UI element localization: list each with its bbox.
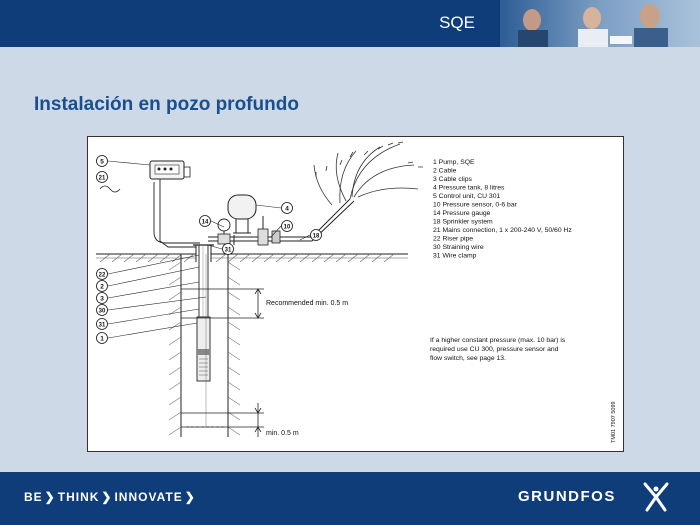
legend-item: 4 Pressure tank, 8 litres: [433, 184, 505, 192]
svg-text:31: 31: [98, 322, 106, 329]
legend-item: 22 Riser pipe: [433, 235, 474, 243]
note-line: If a higher constant pressure (max. 10 bar) is: [430, 337, 566, 344]
callout-leaders: [108, 161, 310, 338]
footer-band: [0, 472, 700, 525]
callout-18: [311, 230, 322, 241]
legend-item: 3 Cable clips: [433, 176, 472, 183]
svg-text:21: 21: [98, 175, 106, 182]
chevron-right-icon: ❯: [184, 490, 196, 504]
svg-text:18: 18: [312, 233, 320, 240]
callout-30: [97, 305, 108, 316]
sprinkler-spray: [314, 142, 423, 205]
callout-10: [282, 221, 293, 232]
header-photo: [500, 0, 700, 47]
brand-logo-text: GRUNDFOS: [518, 488, 616, 505]
dimension-lines: [181, 289, 264, 437]
callout-31-top: [223, 244, 234, 255]
legend-item: 10 Pressure sensor, 0-6 bar: [433, 201, 517, 209]
riser-pipe: [199, 245, 208, 317]
svg-text:22: 22: [98, 272, 106, 279]
svg-text:5: 5: [100, 158, 104, 166]
mains-symbol: [100, 186, 120, 192]
callout-21: [97, 172, 108, 183]
legend-item: 30 Straining wire: [433, 244, 484, 251]
chevron-right-icon: ❯: [44, 490, 56, 504]
slogan: [24, 490, 198, 504]
product-label: SQE: [439, 13, 475, 32]
svg-text:3: 3: [100, 295, 104, 303]
callout-1: [97, 333, 108, 344]
ground-surface: [96, 254, 408, 262]
legend-item: 18 Sprinkler system: [433, 218, 493, 226]
svg-text:14: 14: [201, 219, 209, 226]
svg-text:31: 31: [224, 247, 232, 254]
callout-14: [200, 216, 211, 227]
legend-item: 21 Mains connection, 1 x 200-240 V, 50/60 Hz: [433, 227, 572, 234]
pressure-tank: [228, 195, 256, 233]
dimension-bottom-label: min. 0.5 m: [266, 430, 299, 437]
callout-3: [97, 293, 108, 304]
legend-item: 5 Control unit, CU 301: [433, 193, 501, 200]
note: [430, 337, 566, 362]
svg-text:10: 10: [283, 224, 291, 231]
callout-2: [97, 281, 108, 292]
callout-4: [282, 203, 293, 214]
svg-text:1: 1: [100, 335, 104, 343]
slogan-be: BE: [24, 490, 43, 504]
legend-item: 31 Wire clamp: [433, 252, 477, 260]
diagram-drawing: [88, 137, 625, 453]
installation-diagram: [87, 136, 624, 452]
note-line: required use CU 300, pressure sensor and: [430, 346, 559, 353]
svg-text:2: 2: [100, 283, 104, 291]
header-band: [0, 0, 700, 47]
dimension-top-label: Recommended min. 0.5 m: [266, 300, 349, 307]
callout-31-bottom: [97, 319, 108, 330]
grundfos-man-icon: [641, 480, 671, 514]
control-unit: [150, 161, 190, 179]
legend-item: 1 Pump, SQE: [433, 159, 475, 166]
slogan-innovate: INNOVATE: [114, 490, 183, 504]
legend: [433, 159, 572, 260]
svg-text:30: 30: [98, 308, 106, 315]
callout-5: [97, 156, 108, 167]
chevron-right-icon: ❯: [101, 490, 113, 504]
slogan-think: THINK: [57, 490, 100, 504]
pump: [197, 317, 210, 381]
svg-text:4: 4: [285, 205, 289, 213]
callout-22: [97, 269, 108, 280]
legend-item: 14 Pressure gauge: [433, 210, 491, 217]
drawing-code: TM01 7907 5099: [611, 401, 617, 443]
slide-title: Instalación en pozo profundo: [34, 94, 299, 115]
note-line: flow switch, see page 13.: [430, 355, 506, 362]
legend-item: 2 Cable: [433, 167, 457, 175]
